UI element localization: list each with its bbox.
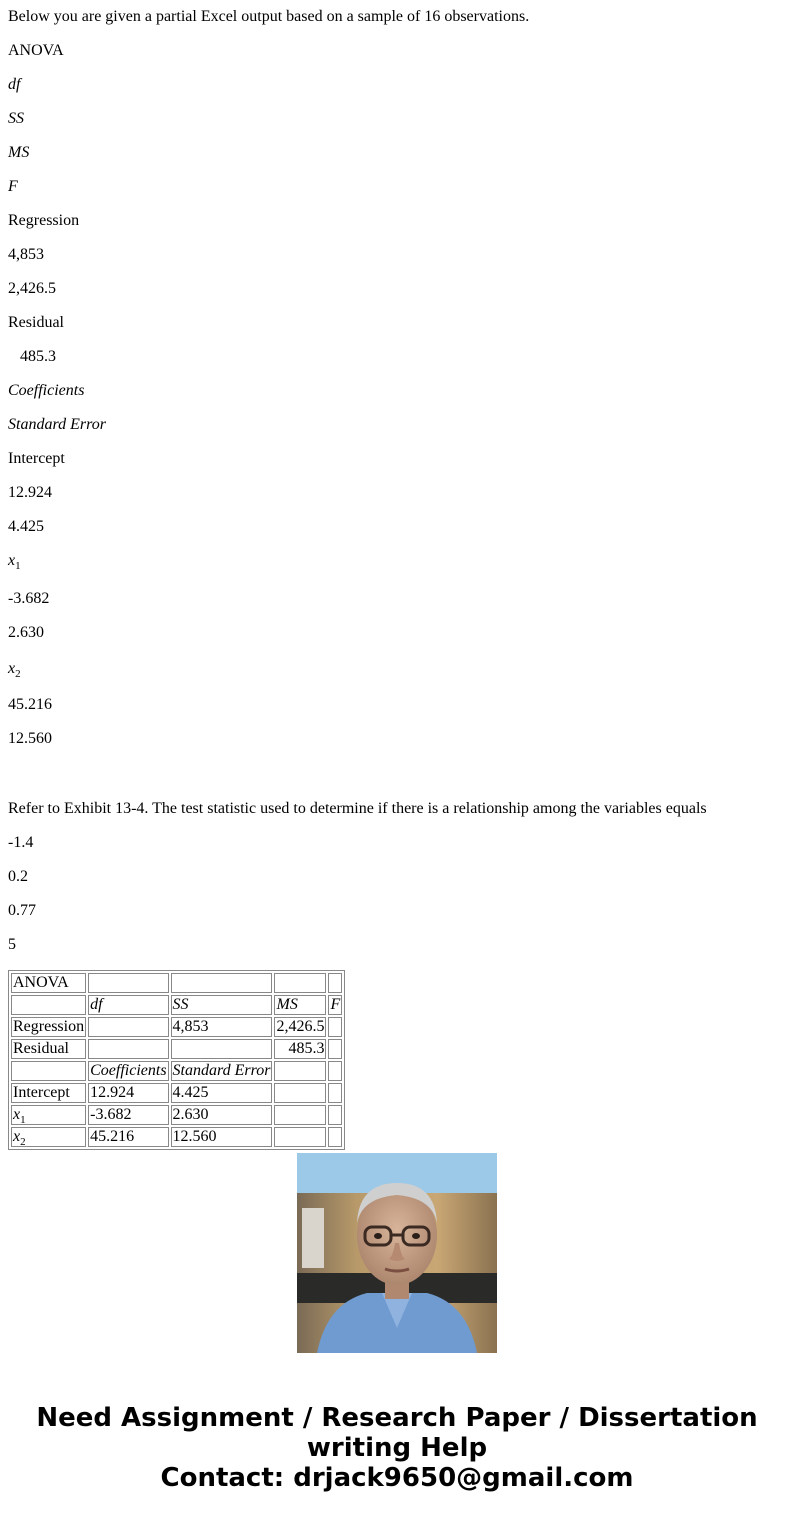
table-cell: Standard Error — [172, 1062, 271, 1079]
avatar — [297, 1153, 497, 1353]
x1-label: $x_1$ — [8, 552, 21, 572]
table-cell: MS — [274, 995, 326, 1015]
option-1[interactable]: -1.4 — [8, 834, 34, 851]
promo-banner — [0, 1403, 794, 1493]
table-row — [11, 1127, 342, 1147]
x2-label: $x_2$ — [8, 660, 21, 680]
regression-label: Regression — [8, 212, 80, 229]
table-cell — [274, 1061, 326, 1081]
avatar-portrait-image — [297, 1153, 497, 1353]
anova-table — [8, 970, 345, 1150]
table-cell — [171, 1039, 273, 1059]
anova-table-wrapper — [8, 970, 341, 1148]
header-df: df — [8, 76, 21, 93]
table-cell — [88, 1017, 168, 1037]
table-cell: 12.924 — [88, 1083, 168, 1103]
table-cell — [11, 995, 86, 1015]
table-cell: Regression — [13, 1018, 85, 1035]
table-cell: -3.682 — [88, 1105, 168, 1125]
x2-se: 12.560 — [8, 730, 52, 747]
promo-contact[interactable]: Contact: drjack9650@gmail.com — [160, 1463, 634, 1493]
x2-coef: 45.216 — [8, 696, 52, 713]
table-cell — [88, 973, 168, 993]
x1-coef: -3.682 — [8, 590, 50, 607]
header-standard-error: Standard Error — [8, 416, 106, 433]
table-row — [11, 973, 342, 993]
table-cell — [88, 1039, 168, 1059]
table-cell: F — [330, 996, 341, 1013]
table-row — [11, 995, 342, 1015]
table-cell — [328, 1127, 342, 1147]
table-row — [11, 1039, 342, 1059]
intercept-se: 4.425 — [8, 518, 44, 535]
intercept-coef: 12.924 — [8, 484, 52, 501]
table-cell: $x_2$ — [11, 1127, 86, 1147]
promo-line-1: Need Assignment / Research Paper / Dissertation — [36, 1403, 758, 1433]
table-cell: 2.630 — [171, 1105, 273, 1125]
table-cell — [171, 973, 273, 993]
table-cell: 12.560 — [171, 1127, 273, 1147]
table-cell — [274, 973, 326, 993]
intro-text: Below you are given a partial Excel output based on a sample of 16 observations. — [8, 8, 530, 25]
table-cell — [328, 1061, 342, 1081]
option-3[interactable]: 0.77 — [8, 902, 36, 919]
regression-ms: 2,426.5 — [8, 280, 56, 297]
residual-label: Residual — [8, 314, 64, 331]
residual-ms: 485.3 — [20, 348, 56, 365]
table-cell — [11, 1061, 86, 1081]
table-cell — [328, 1039, 342, 1059]
x1-se: 2.630 — [8, 624, 44, 641]
regression-ss: 4,853 — [8, 246, 44, 263]
table-cell — [328, 1105, 342, 1125]
header-ss: SS — [8, 110, 24, 127]
table-cell: Intercept — [11, 1083, 86, 1103]
table-row — [11, 1061, 342, 1081]
table-cell: Residual — [11, 1039, 86, 1059]
intercept-label: Intercept — [8, 450, 65, 467]
table-row — [11, 1017, 342, 1037]
table-cell: df — [88, 995, 168, 1015]
header-ms: MS — [8, 144, 30, 161]
table-row — [11, 1083, 342, 1103]
table-cell — [328, 1017, 342, 1037]
table-cell: 45.216 — [88, 1127, 168, 1147]
table-cell: 485.3 — [274, 1039, 326, 1059]
table-cell: 4.425 — [171, 1083, 273, 1103]
table-cell — [274, 1083, 326, 1103]
table-cell: ANOVA — [11, 973, 86, 993]
promo-line-2: writing Help — [306, 1433, 488, 1463]
table-cell: $x_1$ — [11, 1105, 86, 1125]
table-cell: 4,853 — [171, 1017, 273, 1037]
table-cell: 2,426.5 — [276, 1018, 325, 1035]
table-row — [11, 1105, 342, 1125]
question-text: Refer to Exhibit 13-4. The test statistic used to determine if there is a relationship among the variables equals — [8, 800, 707, 817]
table-cell: Coefficients — [90, 1062, 167, 1079]
table-cell — [274, 1127, 326, 1147]
header-f: F — [8, 178, 18, 195]
anova-title: ANOVA — [8, 42, 64, 59]
option-2[interactable]: 0.2 — [8, 868, 28, 885]
table-cell: SS — [171, 995, 273, 1015]
header-coefficients: Coefficients — [8, 382, 85, 399]
table-cell — [328, 1083, 342, 1103]
table-cell — [328, 973, 342, 993]
option-4[interactable]: 5 — [8, 936, 16, 953]
table-cell — [274, 1105, 326, 1125]
